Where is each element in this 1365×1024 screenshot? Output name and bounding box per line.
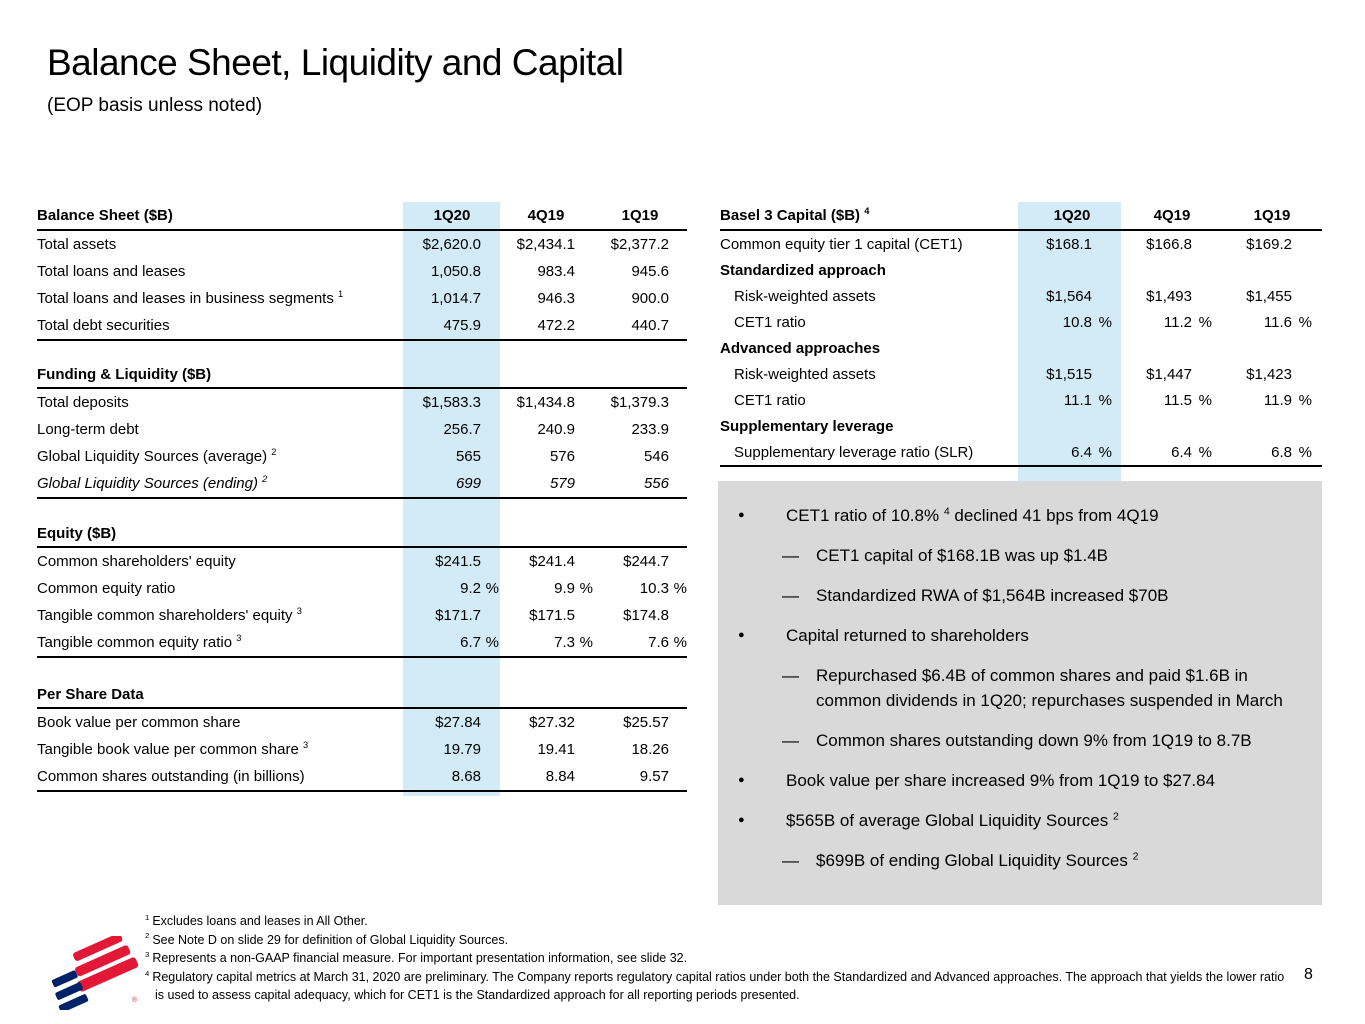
cell-1q19: 11.9 — [1263, 391, 1292, 409]
cell-1q19: $25.57 — [623, 714, 669, 731]
per-share-rows — [37, 709, 687, 792]
cell-4q19: 576 — [549, 448, 575, 465]
cell-4q19: $1,447 — [1146, 365, 1192, 383]
cell-1q20: 6.4 — [1071, 443, 1092, 461]
row-label: Book value per common share — [37, 714, 241, 731]
cell-1q19: $174.8 — [623, 607, 669, 624]
cell-1q20: 699 — [455, 475, 481, 492]
row-label: Tangible book value per common share $^3$ — [37, 740, 309, 758]
bullet-text: Standardized RWA of $1,564B increased $70B — [816, 586, 1169, 605]
cell-1q20: 19.79 — [443, 741, 481, 758]
row-label: Total debt securities — [37, 317, 170, 334]
cell-4q19: 11.5 — [1163, 391, 1192, 409]
bullet-icon: ● — [738, 774, 745, 786]
table-row — [37, 258, 687, 285]
cell-1q19: 546 — [643, 448, 669, 465]
table-row — [37, 470, 687, 497]
row-label: Tangible common equity ratio $^3$ — [37, 633, 242, 651]
cell-1q20: $2,620.0 — [422, 236, 481, 253]
cell-1q20: 10.8 — [1062, 313, 1092, 331]
cell-1q20: $241.5 — [435, 553, 481, 570]
basel3-capital-table — [720, 198, 1322, 467]
row-label: Total loans and leases in business segments $^1$ — [37, 289, 344, 307]
sub-bullet-item — [782, 728, 1304, 753]
table-row — [720, 361, 1322, 387]
table-row — [37, 548, 687, 575]
bullet-text: Common shares outstanding down 9% from 1Q19 to 8.7B — [816, 731, 1252, 750]
cell-4q19: 9.9 — [554, 580, 575, 597]
row-label: Common equity tier 1 capital (CET1) — [720, 235, 963, 253]
table-title: Balance Sheet ($B) — [37, 207, 173, 224]
cell-1q20: 9.2 — [460, 580, 481, 597]
row-label: Common shares outstanding (in billions) — [37, 768, 305, 785]
bullet-icon: ● — [738, 629, 745, 641]
table-title: Per Share Data — [37, 685, 144, 703]
col-header-1q19: 1Q19 — [621, 207, 659, 224]
row-label: Total loans and leases — [37, 263, 186, 280]
sub-bullet-item — [782, 663, 1304, 713]
bullet-icon: ● — [738, 814, 745, 826]
highlights-panel — [718, 481, 1322, 905]
col-header-1q20: 1Q20 — [1053, 207, 1091, 224]
table-row: Common equity ratio 9.2 % 9.9 % 10.3 % — [37, 580, 687, 597]
cell-4q19: $166.8 — [1146, 235, 1192, 253]
cell-1q19: 9.57 — [639, 768, 669, 785]
equity-header — [37, 520, 687, 548]
table-row — [37, 231, 687, 258]
sub-bullet-item — [782, 543, 1304, 568]
cell-1q19: 11.6 — [1263, 313, 1292, 331]
cell-1q19: 556 — [643, 475, 669, 492]
cell-1q20: 475.9 — [443, 317, 481, 334]
table-row — [37, 763, 687, 790]
cell-4q19: 8.84 — [545, 768, 575, 785]
basel3-header — [720, 202, 1322, 231]
cell-1q20: $1,515 — [1046, 365, 1092, 383]
bullet-text: Capital returned to shareholders — [786, 626, 1029, 645]
table-row — [720, 231, 1322, 257]
dash-icon: — — [782, 546, 799, 565]
cell-4q19: 579 — [549, 475, 575, 492]
row-label: Tangible common shareholders' equity $^3$ — [37, 606, 302, 624]
cell-1q20: $1,564 — [1046, 287, 1092, 305]
row-label: CET1 ratio — [734, 391, 806, 409]
cell-1q19: 900.0 — [631, 290, 669, 307]
cell-4q19: 240.9 — [537, 421, 575, 438]
cell-1q19: 440.7 — [631, 317, 669, 334]
cell-4q19: 7.3 — [554, 634, 575, 651]
bullet-item — [734, 503, 1304, 528]
cell-1q20: 565 — [455, 448, 481, 465]
dash-icon: — — [782, 586, 799, 605]
table-row — [37, 389, 687, 416]
table-subheader-row — [720, 335, 1322, 361]
bullet-text: Book value per share increased 9% from 1Q19 to $27.84 — [786, 771, 1216, 790]
cell-4q19: $1,493 — [1146, 287, 1192, 305]
table-row: CET1 ratio 11.1 % 11.5 % 11.9 % — [720, 387, 1322, 413]
col-header-4q19: 4Q19 — [527, 207, 565, 224]
cell-4q19: 983.4 — [537, 263, 575, 280]
bullet-text: CET1 capital of $168.1B was up $1.4B — [816, 546, 1109, 565]
bullet-item — [734, 808, 1304, 833]
bullet-icon: ● — [738, 509, 745, 521]
col-header-1q20: 1Q20 — [433, 207, 471, 224]
balance-sheet-header — [37, 202, 687, 231]
table-row — [37, 736, 687, 763]
cell-4q19: $171.5 — [529, 607, 575, 624]
row-label: Supplementary leverage ratio (SLR) — [734, 443, 974, 461]
cell-1q20: 1,014.7 — [430, 290, 481, 307]
table-row — [37, 285, 687, 312]
row-label: Risk-weighted assets — [734, 287, 876, 305]
cell-4q19: 19.41 — [537, 741, 575, 758]
row-label: Global Liquidity Sources (average) $^2$ — [37, 447, 277, 465]
registered-mark: ® — [132, 997, 138, 1004]
funding-liquidity-header — [37, 361, 687, 389]
table-row — [37, 312, 687, 339]
row-label: Global Liquidity Sources (ending) $^2$ — [37, 474, 268, 492]
cell-1q19: $1,379.3 — [610, 394, 669, 411]
cell-4q19: 472.2 — [537, 317, 575, 334]
bullet-text: $565B of average Global Liquidity Sources $^2$ — [786, 810, 1119, 830]
table-row — [37, 709, 687, 736]
table-subheader-row — [720, 413, 1322, 439]
row-label: Advanced approaches — [720, 339, 881, 357]
table-title: Basel 3 Capital ($B) $^4$ — [720, 206, 870, 224]
sub-bullet-item — [782, 583, 1304, 608]
cell-4q19: 6.4 — [1171, 443, 1192, 461]
bullet-item — [734, 623, 1304, 648]
cell-1q20: 8.68 — [451, 768, 481, 785]
dash-icon: — — [782, 666, 799, 685]
funding-liquidity-rows — [37, 389, 687, 499]
page-title: Balance Sheet, Liquidity and Capital — [47, 42, 624, 83]
cell-1q19: 7.6 — [648, 634, 669, 651]
balance-sheet-rows — [37, 231, 687, 341]
table-row — [37, 602, 687, 629]
row-label: Standardized approach — [720, 261, 886, 279]
table-row — [37, 416, 687, 443]
cell-1q20: 256.7 — [443, 421, 481, 438]
basel3-rows — [720, 231, 1322, 467]
row-label: Common equity ratio — [37, 580, 176, 597]
row-label: Supplementary leverage — [720, 417, 894, 435]
row-label: Long-term debt — [37, 421, 139, 438]
row-label: Common shareholders' equity — [37, 553, 236, 570]
cell-1q20: $1,583.3 — [422, 394, 481, 411]
cell-4q19: $2,434.1 — [516, 236, 575, 253]
bullet-text: CET1 ratio of 10.8% $^4$ declined 41 bps from 4Q19 — [786, 505, 1159, 525]
table-subheader-row — [720, 257, 1322, 283]
bullet-text: Repurchased $6.4B of common shares and paid $1.6B in common dividends in 1Q20; repurchases suspended in March — [816, 666, 1283, 710]
cell-1q20: $171.7 — [435, 607, 481, 624]
col-header-4q19: 4Q19 — [1153, 207, 1191, 224]
page-number: 8 — [1304, 966, 1313, 983]
table-row — [37, 443, 687, 470]
bank-of-america-logo-icon — [46, 936, 144, 1015]
cell-1q19: 6.8 — [1271, 443, 1292, 461]
cell-1q19: 233.9 — [631, 421, 669, 438]
equity-rows — [37, 548, 687, 658]
footnote: $^2$ See Note D on slide 29 for definition of Global Liquidity Sources. — [145, 931, 509, 947]
table-row: Supplementary leverage ratio (SLR) 6.4 % 6.4 % 6.8 % — [720, 439, 1322, 465]
cell-1q20: $168.1 — [1046, 235, 1092, 253]
cell-1q19: 945.6 — [631, 263, 669, 280]
cell-1q20: 1,050.8 — [430, 263, 481, 280]
cell-1q19: $1,455 — [1246, 287, 1292, 305]
col-header-1q19: 1Q19 — [1253, 207, 1291, 224]
row-label: CET1 ratio — [734, 313, 806, 331]
table-title: Equity ($B) — [37, 524, 117, 542]
bullet-text: $699B of ending Global Liquidity Sources $^2$ — [816, 850, 1139, 870]
cell-4q19: $1,434.8 — [516, 394, 575, 411]
footnotes — [145, 912, 1295, 1005]
cell-1q20: 11.1 — [1063, 391, 1092, 409]
cell-1q19: 18.26 — [631, 741, 669, 758]
footnote: $^1$ Excludes loans and leases in All Other. — [145, 912, 368, 928]
row-label: Risk-weighted assets — [734, 365, 876, 383]
table-row: Tangible common equity ratio $^3$ 6.7 % 7.3 % 7.6 % — [37, 633, 687, 651]
cell-4q19: 946.3 — [537, 290, 575, 307]
cell-1q19: 10.3 — [639, 580, 669, 597]
dash-icon: — — [782, 731, 799, 750]
footnote: $^3$ Represents a non-GAAP financial measure. For important presentation information, see slide 32. — [145, 950, 688, 966]
table-row: CET1 ratio 10.8 % 11.2 % 11.6 % — [720, 309, 1322, 335]
per-share-header — [37, 681, 687, 709]
cell-1q19: $1,423 — [1246, 365, 1292, 383]
cell-4q19: 11.2 — [1163, 313, 1192, 331]
dash-icon: — — [782, 851, 799, 870]
row-label: Total deposits — [37, 394, 129, 411]
cell-4q19: $241.4 — [529, 553, 575, 570]
table-title: Funding & Liquidity ($B) — [37, 365, 212, 383]
bullet-item — [734, 768, 1304, 793]
row-label: Total assets — [37, 236, 117, 253]
table-row — [720, 283, 1322, 309]
sub-bullet-item — [782, 848, 1304, 873]
cell-1q20: 6.7 — [460, 634, 481, 651]
footnote: $^4$ Regulatory capital metrics at March 31, 2020 are preliminary. The Company reports regulatory capital ratios under both the Standardized and Advanced approaches. The approach that yields the lower ratio is used to assess capital adequacy, which for CET1 is the Standardized approach for all reporting periods presented. — [145, 968, 1285, 1003]
cell-1q19: $244.7 — [623, 553, 669, 570]
cell-1q19: $169.2 — [1246, 235, 1292, 253]
balance-sheet-table — [37, 200, 687, 792]
cell-1q20: $27.84 — [435, 714, 481, 731]
cell-4q19: $27.32 — [529, 714, 575, 731]
page-subtitle: (EOP basis unless noted) — [47, 95, 263, 116]
cell-1q19: $2,377.2 — [610, 236, 669, 253]
